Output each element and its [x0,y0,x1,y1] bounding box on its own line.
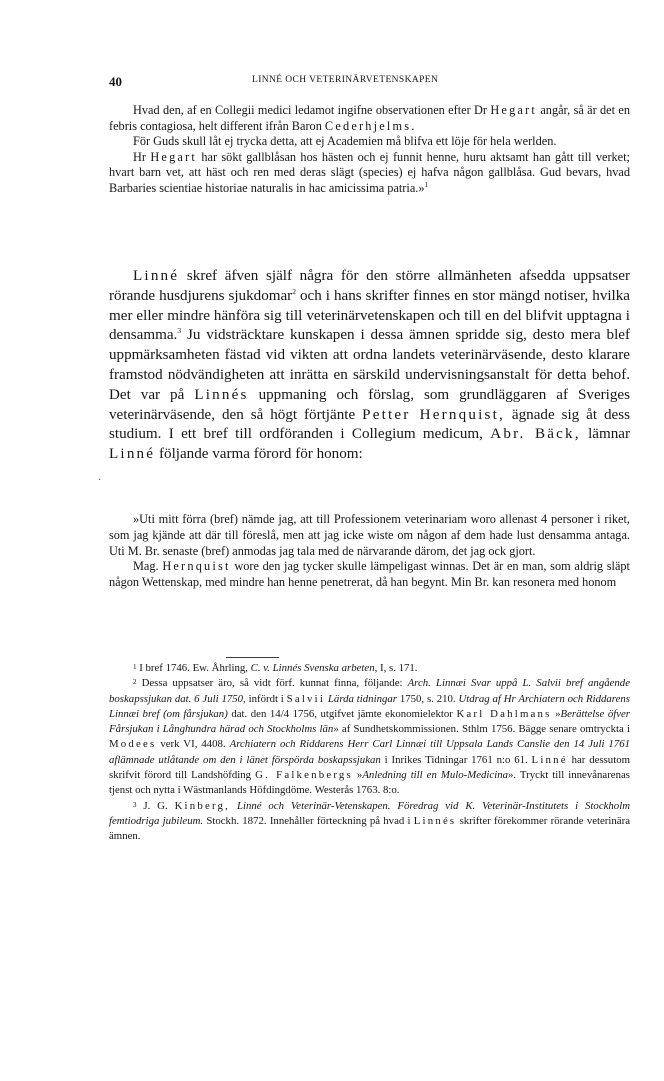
footnote-marker: 1 [133,663,137,671]
person-name: Hegart [490,103,537,117]
main-text [109,267,630,465]
person-name: Linnés [194,386,249,403]
quote-paragraph: Hvad den, af en Collegii medici ledamot ingifne observationen efter Dr Hegart angår, så är det en febris contagiosa, helt different ifrån Baron Cederhjelms. [109,103,630,133]
page-header [109,74,630,90]
footnote-divider [226,657,279,658]
footnotes [109,661,630,845]
quote-paragraph: Hr Hegart har sökt gallblåsan hos hästen och ej funnit henne, huru aktsamt han gått till verket; hvart barn vet, att häst och ren med deras slägt (species) ej hafva någon gallblåsa. Gud bevars, hvad Barbaries scientiae historiae naturalis in hac amicissima patria.»$^1$ [109,149,630,195]
footnote-3: $^3$ J. G. Kinberg, Linné och Veterinär-Vetenskapen. Föredrag vid K. Veterinär-Institutets i Stockholm femtiodriga jubileum. Stockh. 1872. Innehåller förteckning på hvad i Linnés skrifter förekommer rörande veterinära ämnen. [109,799,631,843]
quoted-letter-linne [109,512,630,591]
quote-paragraph: Mag. Hernquist wore den jag tycker skulle lämpeligast winnas. Det är en man, som aldrig släpt någon Wettenskap, med mindre han henne penetrerat, då han begynt. Min Br. kan resonera med honom [109,559,630,590]
page-number: 40 [109,74,122,89]
person-name: Cederhjelms. [324,118,417,133]
quoted-letter-excerpt [109,103,630,197]
running-head: LINNÉ OCH VETERINÄRVETENSKAPEN [252,75,439,85]
body-paragraph: Linné skref äfven själf några för den större allmänheten afsedda uppsatser rörande husdjurens sjukdomar$^2$ och i hans skrifter finnes en stor mängd notiser, hvilka mer eller mindre hänföra sig till veterinärvetenskapen och till en del blifvit upptagna i densamma.$^3$ Ju vidsträcktare kunskapen i dessa ämnen spridde sig, desto mera blef uppmärksamheten fästad vid vikten att ordna landets veterinärväsende, desto klarare framstod nödvändigheten att inrätta en särskild undervisningsanstalt för detta behof. Det var på Linnés uppmaning och förslag, som grundläggaren af Sveriges veterinärväsende, den så högt förtjänte Petter Hernquist, ägnade sig åt dess studium. I ett bref till ordföranden i Collegium medicum, Abr. Bäck, lämnar Linné följande varma förord för honom: [109,268,631,463]
quote-paragraph: »Uti mitt förra (bref) nämde jag, att till Professionem veterinariam woro allenast 4 personer i riket, som jag kjände att där till föreslå, men att jag icke wiste om någon af dem hade lust densamma antaga. Uti M. Br. senaste (bref) anmodas jag tala med de närvarande därom, det jag ock gjort. [109,512,630,558]
margin-mark: · [98,475,102,486]
footnote-marker: 3 [133,800,137,809]
person-name: Abr. Bäck, [490,426,581,443]
person-name: Linné [109,446,156,463]
footnote-2: $^2$ Dessa uppsatser äro, så vidt förf. kunnat finna, följande: Arch. Linnæi Svar uppå L. Salvii bref angående boskapssjukan dat. 6 Juli 1750, infördt i Salvii Lärda tidningar 1750, s. 210. Utdrag af Hr Archiatern och Riddarens Linnæi bref (om fårsjukan) dat. den 14/4 1756, utgifvet jämte ekonomielektor Karl Dahlmans »Berättelse öfver Fårsjukan i Långhundra härad och Stockholms län» af Sundhetskommissionen. Sthlm 1756. Bägge senare omtryckta i Modees verk VI, 4408. Archiatern och Riddarens Herr Carl Linnæi till Uppsala Lands Canslie den 14 Juli 1761 aflämnade utlåtande om den i länet förspörda boskapssjukan i Inrikes Tidningar 1761 n:o 61. Linné har dessutom skrifvit förord till Landshöfding G. Falkenbergs »Anledning till en Mulo-Medicina». Tryckt till innevånarenas tjenst och nytta i Wästmanlands Höfdingdöme. Westerås 1763. 8:o. [109,677,631,797]
footnote-reference: 1 [424,179,429,189]
person-name: Hernquist [162,559,231,574]
quote-paragraph: För Guds skull låt ej trycka detta, att ej Academien må blifva ett löje för hela werlden. [133,134,557,149]
footnote-reference: 3 [177,326,182,336]
person-name: Petter Hernquist, [362,406,505,423]
footnote-1: $^1$ I bref 1746. Ew. Åhrling, C. v. Linnés Svenska arbeten, I, s. 171. [133,662,418,674]
person-name: Hegart [150,149,197,164]
footnote-marker: 2 [133,678,137,687]
person-name: Linné [133,268,180,284]
footnote-reference: 2 [292,286,296,296]
